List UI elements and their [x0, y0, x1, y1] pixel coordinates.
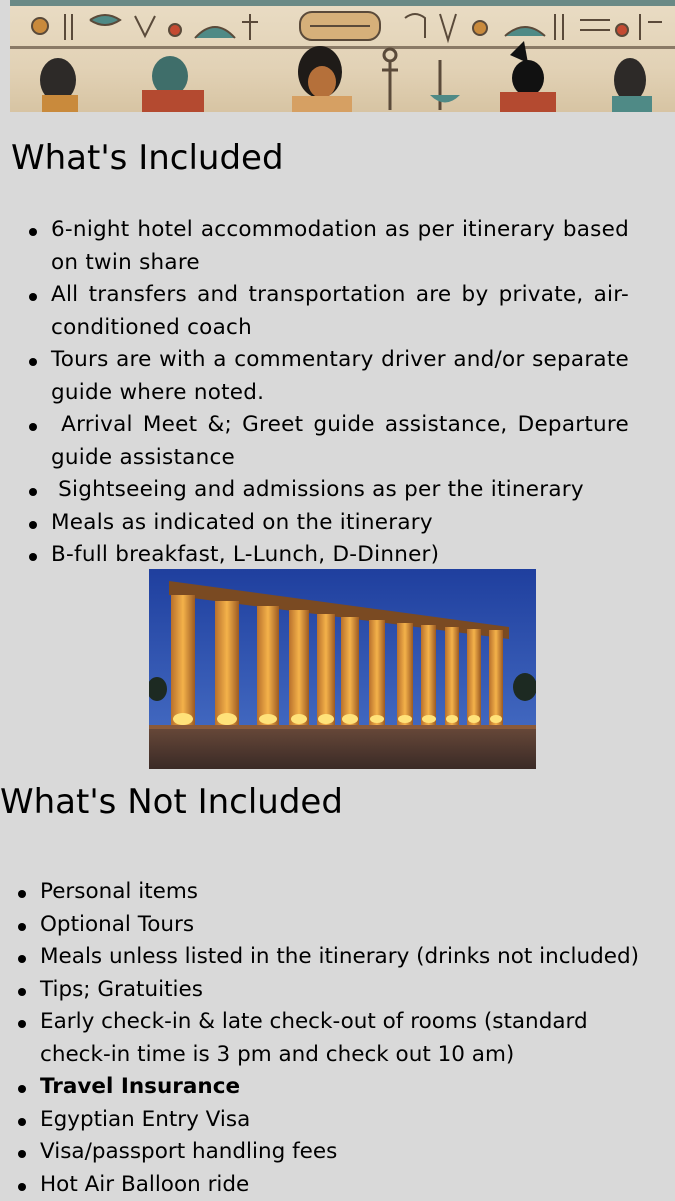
bullet-icon	[18, 1118, 26, 1126]
list-item: Tours are with a commentary driver and/or separate guide where noted.	[51, 344, 629, 409]
list-item: All transfers and transportation are by private, air-conditioned coach	[51, 279, 629, 344]
whats-included-heading: What's Included	[11, 136, 284, 180]
luxor-temple-photo	[149, 569, 536, 769]
bullet-icon	[29, 423, 37, 431]
bullet-icon	[18, 1150, 26, 1158]
list-item: 6-night hotel accommodation as per itinerary based on twin share	[51, 214, 629, 279]
bullet-icon	[29, 228, 37, 236]
bullet-icon	[18, 988, 26, 996]
bullet-icon	[18, 955, 26, 963]
list-item: Personal items	[40, 876, 662, 909]
bullet-icon	[18, 890, 26, 898]
whats-not-included-heading: What's Not Included	[0, 780, 343, 824]
bullet-icon	[18, 1020, 26, 1028]
bullet-icon	[29, 358, 37, 366]
list-item: Arrival Meet &; Greet guide assistance, Departure guide assistance	[51, 409, 629, 474]
bullet-icon	[29, 293, 37, 301]
bullet-icon	[29, 521, 37, 529]
list-item: Meals unless listed in the itinerary (drinks not included)	[40, 941, 662, 974]
list-item: B-full breakfast, L-Lunch, D-Dinner)	[51, 539, 629, 572]
not-included-list	[40, 876, 662, 1201]
list-item: Optional Tours	[40, 909, 662, 942]
bullet-icon	[29, 553, 37, 561]
list-item: Sightseeing and admissions as per the itinerary	[51, 474, 629, 507]
list-item: Travel Insurance	[40, 1071, 662, 1104]
bullet-icon	[18, 923, 26, 931]
hieroglyph-banner-image	[10, 0, 675, 112]
list-item: Early check-in & late check-out of rooms (standard check-in time is 3 pm and check out 10 am)	[40, 1006, 662, 1071]
included-list	[51, 214, 629, 572]
list-item: Hot Air Balloon ride	[40, 1169, 662, 1201]
bullet-icon	[18, 1085, 26, 1093]
bullet-icon	[29, 488, 37, 496]
list-item: Tips; Gratuities	[40, 974, 662, 1007]
list-item: Visa/passport handling fees	[40, 1136, 662, 1169]
bullet-icon	[18, 1183, 26, 1191]
list-item: Egyptian Entry Visa	[40, 1104, 662, 1137]
list-item: Meals as indicated on the itinerary	[51, 507, 629, 540]
